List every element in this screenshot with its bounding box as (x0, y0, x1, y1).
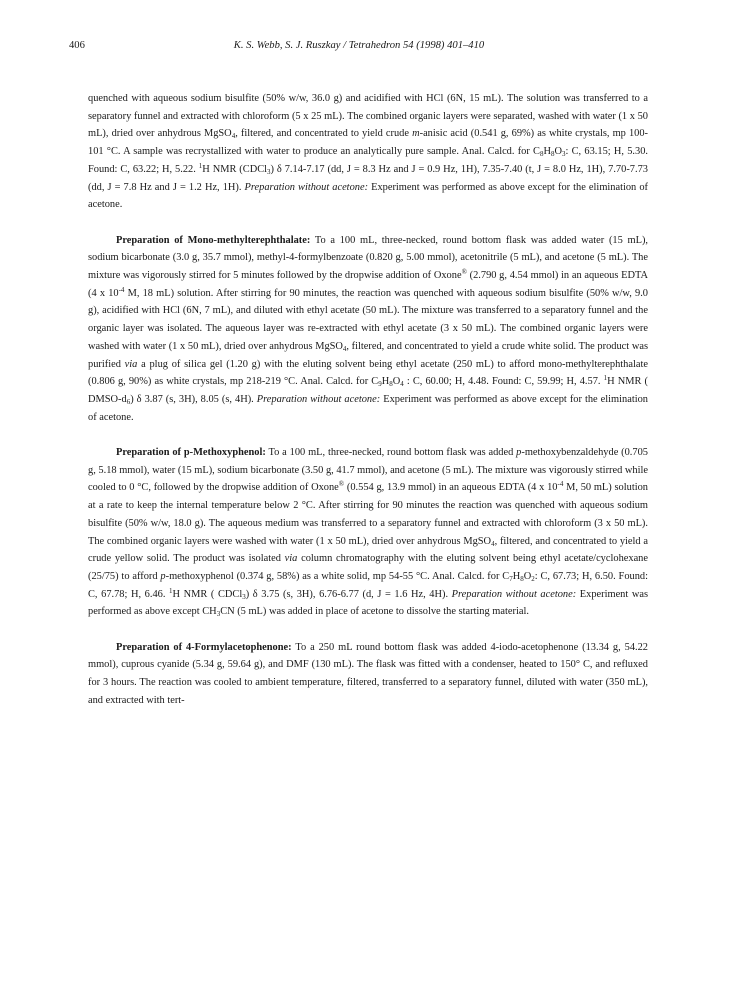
superscript: 1 (169, 586, 173, 595)
text-run: H (512, 570, 521, 582)
subscript: 8 (389, 380, 393, 389)
text-run: M, 50 mL) solution at a rate to keep the internal temperature below 2 °C. After stirring for 90 minutes the reaction was quenched with aqueous sodium bisulfite (50% w/w, 18.0 g). The aqueous medium was transferred to a separatory funnel and extracted with chloroform (3 x 50 mL). The combined organic layers were washed with water (1 x 50 mL), dried over anhydrous MgSO (88, 482, 648, 547)
text-run: (2.790 g, 4.54 mmol) in an aqueous EDTA (4 x 10 (88, 270, 648, 299)
text-run: (0.554 g, 13.9 mmol) in an aqueous EDTA (4 x 10 (344, 482, 558, 494)
section-heading: Preparation of p-Methoxyphenol: (116, 447, 266, 459)
italic-run: p (516, 447, 522, 459)
subscript: 4 (491, 539, 495, 548)
paragraph-mono-methylterephthalate (88, 232, 648, 427)
text-run: To a 250 mL round bottom flask was added 4-iodo-acetophenone (13.34 g, 54.22 mmol), cuprous cyanide (5.34 g, 59.64 g), and DMF (130 mL). The flask was fitted with a condenser, heated to 150° C, and refluxed for 3 hours. The reaction was cooled to ambient temperature, filtered, transferred to a separatory funnel, diluted with water (350 mL), and extracted with tert- (88, 641, 648, 706)
text-run: -anisic acid (0.541 g, 69%) as white crystals, mp 100-101 °C. A sample was recrystallized with water to produce an analytically pure sample. Anal. Calcd. for C (88, 128, 649, 158)
text-run: Experiment was performed as above except for the elimination of acetone. (88, 393, 648, 423)
text-run: H NMR (CDCl (202, 163, 268, 175)
text-run: H NMR ( DMSO-d (88, 376, 648, 405)
italic-run: m (412, 128, 420, 140)
text-run: -methoxyphenol (0.374 g, 58%) as a white solid, mp 54-55 °C. Anal. Calcd. for C (165, 570, 510, 582)
text-run: , filtered, and concentrated to yield crude (235, 128, 413, 140)
text-run: column chromatography with the eluting solvent being ethyl acetate/cyclohexane (25/75) to afford (88, 553, 648, 582)
text-run: : C, 63.15; H, 5.30. Found: C, 63.22; H, 5.22. (88, 146, 648, 175)
article-body (88, 90, 648, 727)
text-run: O (523, 570, 532, 582)
page-number: 406 (69, 40, 85, 51)
superscript: 1 (198, 161, 203, 170)
text-run: : C, 67.73; H, 6.50. Found: C, 67.78; H, 6.46. (88, 570, 649, 600)
italic-run: Preparation without acetone: (451, 588, 577, 600)
subscript: 8 (539, 150, 544, 159)
subscript: 3 (242, 592, 246, 601)
running-title: K. S. Webb, S. J. Ruszkay / Tetrahedron 54 (1998) 401–410 (233, 40, 485, 51)
italic-run: p (160, 570, 166, 582)
paragraph-p-methoxyphenol (88, 444, 648, 621)
subscript: 7 (509, 574, 513, 583)
italic-run: via (284, 553, 298, 565)
superscript: -4 (118, 285, 125, 294)
text-run: To a 100 mL, three-necked, round bottom flask was added water (15 mL), sodium bicarbonate (3.0 g, 35.7 mmol), methyl-4-formylbenzoate (0.820 g, 5.00 mmol), acetonitrile (5 mL), and acetone (5 mL). The mixture was vigorously stirred for 5 minutes followed by the dropwise addition of Oxone (88, 234, 649, 282)
subscript: 3 (267, 167, 271, 176)
text-run: H (543, 146, 551, 158)
text-run: : C, 60.00; H, 4.48. Found: C, 59.99; H, 4.57. (403, 376, 604, 388)
text-run: Experiment was performed as above except for the elimination of acetone. (88, 181, 648, 211)
text-run: quenched with aqueous sodium bisulfite (50% w/w, 36.0 g) and acidified with HCl (6N, 15 mL). The solution was transferred to a separatory funnel and extracted with chloroform (5 x 25 mL). The combined organic layers were separated, washed with water (1 x 50 mL), dried over anhydrous MgSO (88, 93, 648, 140)
text-run: a plug of silica gel (1.20 g) with the eluting solvent being ethyl acetate (250 mL) to afford mono-methylterephthalate (0.806 g, 90%) as white crystals, mp 218-219 °C. Anal. Calcd. for C (88, 358, 648, 388)
text-run: -methoxybenzaldehyde (0.705 g, 5.18 mmol), water (15 mL), sodium bicarbonate (3.50 g, 41.7 mmol), and acetone (5 mL). The mixture was vigorously stirred while cooled to 0 °C, followed by the dropwise addition of Oxone (88, 447, 648, 494)
paragraph-manisic-acid (88, 90, 648, 214)
text-run: ) δ 3.87 (s, 3H), 8.05 (s, 4H). (130, 393, 257, 405)
text-run: M, 18 mL) solution. After stirring for 90 minutes, the reaction was quenched with aqueous sodium bisulfite (50% w/w, 9.0 g), acidified with HCl (6N, 7 mL), and diluted with ethyl acetate (50 mL). The mixture was transferred to a separatory funnel and the organic layer was isolated. The aqueous layer was re-extracted with ethyl acetate (3 x 50 mL). The combined organic layers were washed with water (1 x 50 mL), dried over anhydrous MgSO (88, 287, 649, 352)
text-run: , filtered, and concentrated to yield a crude white solid. The product was purified (88, 340, 648, 370)
text-run: ) δ 3.75 (s, 3H), 6.76-6.77 (d, J = 1.6 Hz, 4H). (245, 588, 452, 600)
text-run: O (392, 376, 401, 388)
text-run: ) δ 7.14-7.17 (dd, J = 8.3 Hz and J = 0.9 Hz, 1H), 7.35-7.40 (t, J = 8.0 Hz, 1H), 7.70-7.73 (dd, J = 7.8 Hz and J = 1.2 Hz, 1H). (88, 163, 648, 193)
superscript: ® (338, 480, 345, 489)
italic-run: via (124, 358, 138, 370)
running-head (69, 40, 649, 56)
text-run: O (554, 146, 563, 158)
text-run: CN (5 mL) was added in place of acetone to dissolve the starting material. (220, 606, 529, 618)
subscript: 8 (520, 574, 524, 583)
subscript: 8 (551, 150, 555, 159)
text-run: Experiment was performed as above except CH (88, 588, 649, 618)
superscript: -4 (557, 480, 564, 489)
italic-run: Preparation without acetone: (244, 181, 369, 193)
subscript: 9 (378, 380, 382, 389)
subscript: 4 (231, 132, 236, 141)
italic-run: Preparation without acetone: (256, 393, 381, 405)
paragraph-4-formylacetophenone (88, 639, 648, 710)
section-heading: Preparation of 4-Formylacetophenone: (116, 641, 292, 653)
text-run: H (381, 376, 390, 388)
text-run: H NMR ( CDCl (172, 588, 243, 600)
subscript: 3 (562, 150, 566, 159)
subscript: 3 (216, 610, 221, 619)
superscript: 1 (603, 374, 608, 383)
text-run: To a 100 mL, three-necked, round bottom flask was added (265, 447, 517, 459)
subscript: 2 (531, 574, 535, 583)
text-run: , filtered, and concentrated to yield a crude yellow solid. The product was isolated (88, 535, 648, 565)
superscript: ® (461, 268, 467, 277)
section-heading: Preparation of Mono-methylterephthalate: (116, 234, 311, 246)
subscript: 4 (342, 344, 347, 353)
subscript: 4 (400, 380, 404, 389)
subscript: 6 (126, 397, 131, 406)
